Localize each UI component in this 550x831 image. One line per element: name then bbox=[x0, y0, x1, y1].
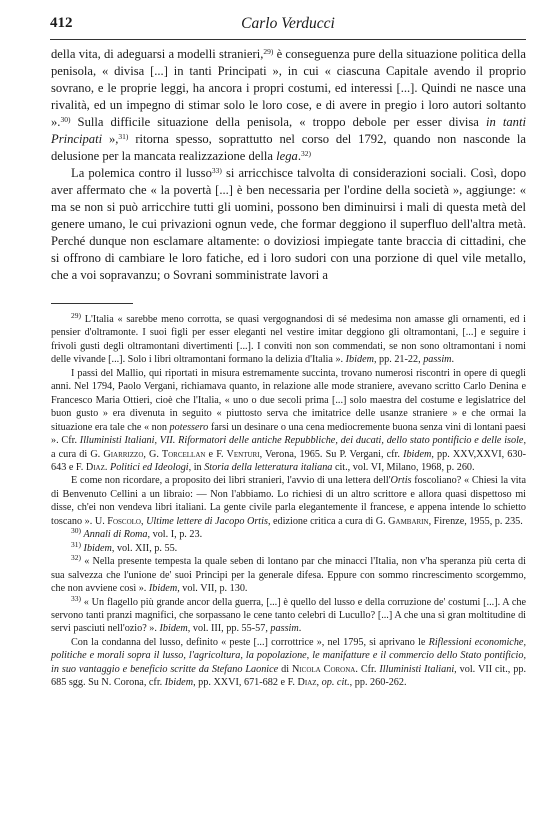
author-name: F. Diaz bbox=[287, 677, 317, 689]
text-run-italic: Annali di Roma bbox=[83, 529, 148, 541]
text-run: , vol. VII, p. 130. bbox=[177, 583, 248, 595]
text-run: , vol. VII cit., pp. 685 sgg. Su N. Corona, cfr. bbox=[51, 663, 526, 689]
footnote-ref-32[interactable]: 32) bbox=[301, 149, 312, 158]
text-run: , pp. XXVI, 671-682 e bbox=[193, 677, 288, 689]
footnote-separator bbox=[51, 303, 133, 304]
author-name: G. Giarrizzo bbox=[90, 448, 144, 460]
text-run: . bbox=[297, 149, 302, 163]
running-header bbox=[50, 15, 526, 37]
text-run-italic: Storia della letteratura italiana bbox=[204, 461, 333, 473]
text-run-italic: passim bbox=[270, 623, 299, 635]
footnote-number: 31) bbox=[71, 539, 81, 549]
author-name: G. Torcellan bbox=[149, 448, 206, 460]
text-run: « Un flagello più grande ancor della guerra, [...] è quello del lusso e della corruzione de' costumi [...]. A che servono tanti pranzi magnifici, che sorpassano le cene tanto celebri di Lucullo? [...] A che una sì gran moltitudine di servi pasciuti nell'ozio? ». bbox=[51, 596, 526, 635]
header-rule bbox=[50, 39, 526, 40]
text-run-italic: Illuministi Italiani, VII. Riformatori delle antiche Repubbliche, dei ducati, dello stato pontificio e delle isole bbox=[79, 435, 524, 447]
text-run: La polemica contro il lusso bbox=[71, 166, 212, 180]
text-run: è conseguenza pure della situazione politica della penisola, « divisa [...] in tanti Principati », in cui « ciascuna Capitale avendo il proprio sovrano, e le proprie leggi, ha ancora i propri costumi, ed interessi [...]. Quindi ne nasce una rivalità, ed un impegno di stimar solo le loro cose, e di avere in pregio i loro autori soltanto ». bbox=[51, 47, 526, 129]
text-run: E come non ricordare, a proposito dei libri stranieri, l'avvio di una lettera dell' bbox=[71, 475, 391, 487]
author-name: G. Gambarin bbox=[375, 515, 429, 527]
footnote-ref-31[interactable]: 31) bbox=[118, 132, 129, 141]
footnote-33 bbox=[51, 593, 526, 636]
text-run: ritorna spesso, soprattutto nel corso del 1792, quando non nasconde la delusione per la mancata realizzazione della bbox=[51, 132, 527, 163]
text-run: di bbox=[278, 663, 292, 675]
text-run-italic: Politici ed Ideologi bbox=[109, 461, 189, 473]
text-run-italic: Illuministi Italiani bbox=[379, 663, 455, 675]
text-run: , bbox=[316, 677, 322, 689]
text-run-italic: Ibidem bbox=[345, 354, 374, 366]
text-run: della vita, di adeguarsi a modelli stranieri, bbox=[51, 47, 264, 61]
text-run: I passi del Mallio, qui riportati in misura estremamente succinta, trovano numerosi riscontri in opere di quegli anni. Nel 1794, Paolo Vergani, richiamava quanto, in relazione alle mode straniere, avevano scritto Carlo Denina e Francesco Maria Ottieri, cioè che l'Italia, « uno o due secoli prima [...] solo maestra del costume e legislatrice del buon gusto » era divenuta in seguito « piuttosto serva che imitatrice delle usanze straniere » e che ormai la situazione era tale che « non bbox=[51, 367, 526, 433]
footnote-33-paragraph-2 bbox=[51, 636, 526, 690]
body-paragraph-2 bbox=[51, 165, 526, 284]
text-run: , vol. III, pp. 55-57, bbox=[187, 623, 271, 635]
text-run-italic: op. cit. bbox=[321, 677, 350, 689]
footnote-ref-30[interactable]: 30) bbox=[60, 115, 71, 124]
text-run: « Nella presente tempesta la quale seben di lontano par che minacci l'Italia, non v'ha speranza più certa di sua salvezza che l'unione de' suoi Principi per la generale difesa. Eppure con sommo rincrescimento scorgemmo, che non avviene così ». bbox=[51, 556, 526, 595]
running-author: Carlo Verducci bbox=[241, 15, 335, 32]
text-run: si arricchisce talvolta di considerazioni sociali. Così, dopo aver affermato che « la povertà [...] è ben necessaria per l'ordine della società », aggiunge: « ma se non si può arricchire tutti gli uomini, possono ben diminuirsi i mali di questa metà del genere umano, le cui privazioni ognun vede, che formar deggiono il superfluo dell'altra metà. Perché dunque non esclamare altamente: o doviziosi impiegate tante braccia di cittadini, che si offrono di cambiare le loro fatiche, ed i loro sudori con una porzione di quel vile metallo, che a voi sopravanzu; o Sovrani somministrate lavori a bbox=[51, 166, 526, 282]
footnote-29 bbox=[51, 313, 526, 367]
text-run: Con la condanna del lusso, definito « peste [...] corrottrice », nel 1795, si aprivano le bbox=[71, 636, 429, 648]
text-run: . Cfr. bbox=[355, 663, 380, 675]
text-run: », bbox=[102, 132, 119, 146]
text-run: . bbox=[298, 623, 302, 635]
text-run-italic: potessero bbox=[169, 421, 209, 433]
text-run-italic: Ibidem bbox=[83, 542, 112, 554]
footnote-31 bbox=[51, 539, 526, 555]
text-run: , bbox=[140, 515, 147, 527]
text-run: e bbox=[205, 448, 217, 460]
text-run: , vol. I, p. 23. bbox=[147, 529, 203, 541]
text-run: , vol. XII, p. 55. bbox=[111, 542, 178, 554]
author-name: U. Foscolo bbox=[94, 515, 141, 527]
text-run-italic: Ibidem bbox=[148, 583, 178, 595]
text-run: , pp. 21-22, bbox=[373, 354, 424, 366]
footnote-number: 29) bbox=[71, 311, 81, 320]
text-run-italic: Ibidem bbox=[159, 623, 188, 635]
footnote-32 bbox=[51, 555, 526, 595]
body-paragraph-1 bbox=[51, 46, 526, 165]
text-run: L'Italia « sarebbe meno corrotta, se quasi vergognandosi di sé medesima non amasse gli ornamenti, ed i pensier d'oltramonte. I suoi figli per esser eleganti nel vestire imitar deggiono gli oltramontani, [...] e seguire i frivoli gusti degli oltramontani divertimenti [...]. I conviti non son commendati, se non sono oltramontani i nomi delle vivande [...]. Solo i libri oltramontani formano la delizia d'Italia ». bbox=[51, 314, 526, 366]
text-run-italic: Ortis bbox=[390, 475, 412, 487]
text-run-italic: in tanti Principati bbox=[51, 115, 526, 146]
footnotes bbox=[51, 313, 526, 690]
text-run: . bbox=[451, 354, 455, 366]
footnote-number: 30) bbox=[71, 526, 81, 536]
text-run: , edizione critica a cura di bbox=[267, 515, 376, 527]
text-run-italic: passim bbox=[423, 354, 452, 366]
text-run-italic: Riflessioni economiche, politiche e morali sopra il lusso, l'agricoltura, la popolazione, le manifatture e il commercio dello Stato pontificio, in suo vantaggio e beneficio scritte da Stefano Laonice bbox=[51, 636, 526, 675]
text-run: foscoliano? « Chiesi la vita di Benvenuto Cellini a un libraio: — Non l'abbiamo. Lo richiesi di un altro scrittore e allora quasi dispettoso mi disse, ch'ei non vendeva libri italiani. La gente civile parla elegantemente il francese, e appena intende lo schietto toscano ». bbox=[51, 475, 526, 527]
text-run: , in bbox=[188, 461, 205, 473]
text-run: , Firenze, 1955, p. 235. bbox=[428, 515, 523, 527]
author-name: F. Venturi bbox=[216, 448, 260, 460]
footnote-number: 33) bbox=[71, 593, 81, 603]
text-run: , a cura di bbox=[51, 435, 526, 460]
text-run-italic: lega bbox=[276, 149, 298, 163]
text-run: , pp. 260-262. bbox=[349, 677, 407, 689]
text-run-italic: Ibidem bbox=[403, 448, 432, 460]
text-run: , bbox=[143, 448, 150, 460]
text-run-italic: Ibidem bbox=[164, 677, 194, 689]
text-run: . bbox=[104, 461, 110, 473]
text-run: , Verona, 1965. Su P. Vergani, cfr. bbox=[259, 448, 404, 460]
text-run: Sulla difficile situazione della penisola, « troppo debole per esser divisa bbox=[70, 115, 486, 129]
main-text bbox=[51, 46, 526, 284]
footnote-ref-29[interactable]: 29) bbox=[263, 47, 274, 56]
text-run: , pp. XXV,XXVI, 630-643 e bbox=[51, 448, 526, 473]
author-name: Nicola Corona bbox=[291, 663, 356, 675]
text-run-italic: Ultime lettere di Jacopo Ortis bbox=[146, 515, 268, 527]
page-number: 412 bbox=[50, 15, 73, 31]
footnote-29-paragraph-2 bbox=[51, 367, 526, 475]
author-name: F. Diaz bbox=[75, 461, 105, 473]
text-run: farsi un desinare o una cena mediocremente buona senza vini di lontani paesi ». Cfr. bbox=[51, 421, 526, 447]
footnote-29-paragraph-3 bbox=[51, 474, 526, 528]
footnote-30 bbox=[51, 528, 526, 541]
text-run: cit., vol. VI, Milano, 1968, p. 260. bbox=[332, 461, 475, 473]
footnote-number: 32) bbox=[71, 553, 81, 563]
footnote-ref-33[interactable]: 33) bbox=[211, 166, 222, 175]
